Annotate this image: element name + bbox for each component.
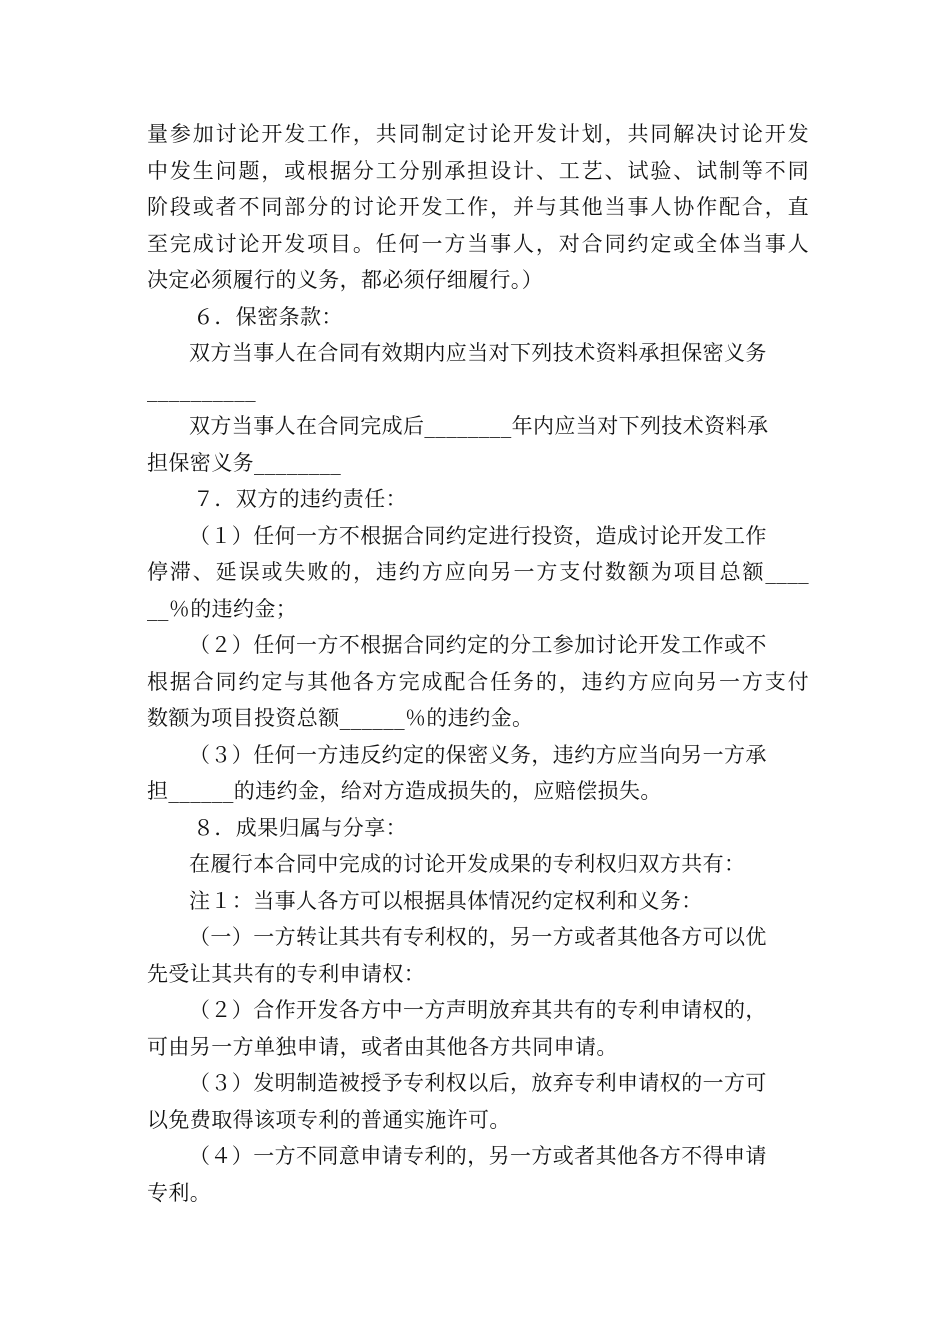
text-line: 决定必须履行的义务，都必须仔细履行。） <box>147 268 544 292</box>
section-heading: ６．保密条款： <box>193 304 343 329</box>
note-line: 注１：当事人各方可以根据具体情况约定权利和义务： <box>189 888 703 913</box>
text-line: 阶段或者不同部分的讨论开发工作，并与其他当事人协作配合，直 <box>147 195 809 219</box>
text-line: （３）发明制造被授予专利权以后，放弃专利申请权的一方可 <box>189 1071 767 1095</box>
text-line: 以免费取得该项专利的普通实施许可。 <box>147 1107 511 1132</box>
text-line: 在履行本合同中完成的讨论开发成果的专利权归双方共有： <box>189 852 746 876</box>
text-line: 专利。 <box>147 1180 212 1205</box>
text-line: （１）任何一方不根据合同约定进行投资，造成讨论开发工作 <box>189 523 767 548</box>
text-line: 中发生问题，或根据分工分别承担设计、工艺、试验、试制等不同 <box>147 158 809 183</box>
text-line: 根据合同约定与其他各方完成配合任务的，违约方应向另一方支付 <box>147 669 809 694</box>
text-line: 数额为项目投资总额______％的违约金。 <box>147 706 534 730</box>
text-line: 量参加讨论开发工作，共同制定讨论开发计划，共同解决讨论开发 <box>147 122 809 146</box>
section-heading: ８．成果归属与分享： <box>193 815 407 840</box>
text-line: （３）任何一方违反约定的保密义务，违约方应当向另一方承 <box>189 742 767 767</box>
text-line: 先受让其共有的专利申请权： <box>147 961 426 986</box>
text-line: 双方当事人在合同完成后________年内应当对下列技术资料承 <box>189 414 769 438</box>
text-line: （２）任何一方不根据合同约定的分工参加讨论开发工作或不 <box>189 633 767 657</box>
text-line: 停滞、延误或失败的，违约方应向另一方支付数额为项目总额____ <box>147 560 809 584</box>
section-heading: ７．双方的违约责任： <box>193 487 407 511</box>
text-line: 可由另一方单独申请，或者由其他各方共同申请。 <box>147 1034 618 1059</box>
document-body <box>147 116 809 1211</box>
text-line: 至完成讨论开发项目。任何一方当事人，对合同约定或全体当事人 <box>147 231 809 256</box>
text-line: 担______的违约金，给对方造成损失的，应赔偿损失。 <box>147 779 662 803</box>
text-line: __％的违约金； <box>147 596 298 621</box>
text-line: （４）一方不同意申请专利的，另一方或者其他各方不得申请 <box>189 1144 767 1168</box>
text-line: 双方当事人在合同有效期内应当对下列技术资料承担保密义务 <box>189 341 767 365</box>
text-line: （２）合作开发各方中一方声明放弃其共有的专利申请权的， <box>189 998 767 1022</box>
blank-field: __________ <box>147 377 256 402</box>
text-line: （一）一方转让其共有专利权的，另一方或者其他各方可以优 <box>189 925 767 949</box>
text-line: 担保密义务________ <box>147 450 342 475</box>
